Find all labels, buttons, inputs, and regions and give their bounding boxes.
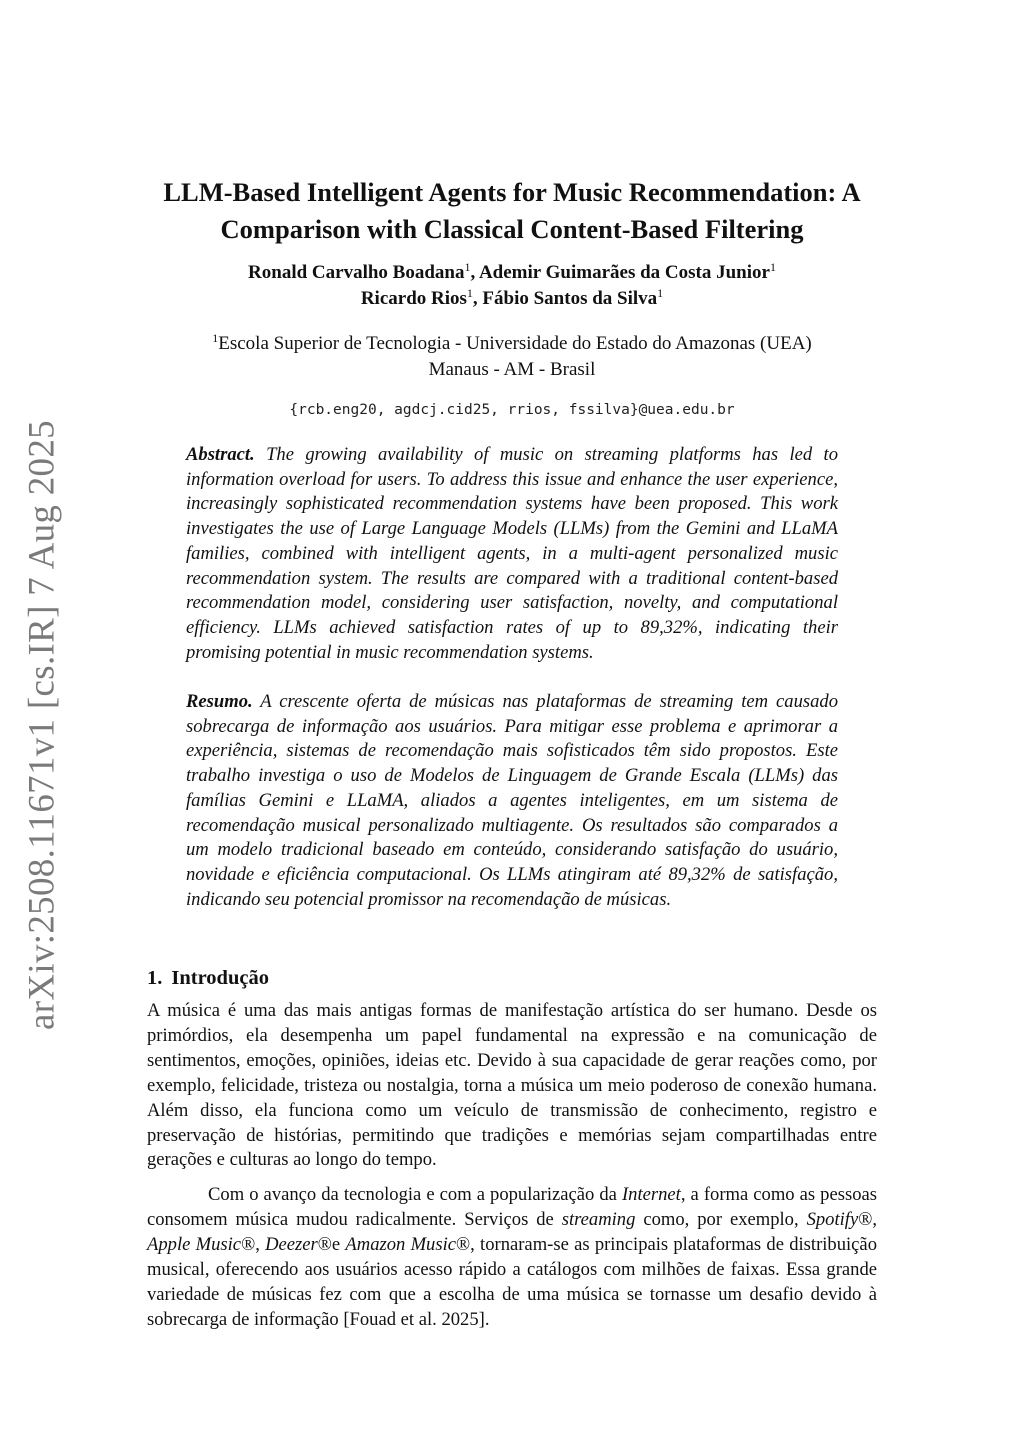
section-number: 1. — [147, 967, 163, 989]
emphasis-internet: Internet — [621, 1184, 681, 1205]
text-run: ®, — [241, 1233, 266, 1255]
arxiv-identifier: arXiv:2508.11671v1 [cs.IR] 7 Aug 2025 — [21, 420, 63, 1030]
emphasis-streaming: streaming — [561, 1208, 636, 1230]
introduction-paragraph-2 — [147, 1183, 877, 1332]
text-run: ®, tornaram-se as principais plataformas de distribuição musical, oferecendo aos usuários acesso rápido a catálogos com milhões de faixas. Essa grande variedade de músicas fez com que a escolha de uma música se tornasse um desafio devido à sobrecarga de informação [Fouad et al. 2025]. — [147, 1233, 877, 1330]
author-name: Fábio Santos da Silva — [482, 288, 658, 309]
emphasis-apple-music: Apple Music — [147, 1233, 242, 1255]
text-run: , a forma como as pessoas consomem música mudou radicalmente. Serviços de — [147, 1184, 877, 1230]
text-run: ®, — [858, 1208, 877, 1230]
affiliation-mark: 1 — [769, 260, 776, 274]
affiliation-institution — [100, 331, 924, 357]
affiliation-mark: 1 — [657, 286, 664, 300]
author-name: Ademir Guimarães da Costa Junior — [478, 262, 770, 283]
section-title: Introdução — [171, 967, 269, 989]
author-list — [100, 260, 924, 312]
author-line-1: Ronald Carvalho Boadana$^1$, Ademir Guimarães da Costa Junior$^1$ — [248, 260, 776, 283]
affiliation-block — [100, 331, 924, 383]
emphasis-amazon-music: Amazon Music — [345, 1233, 457, 1255]
introduction-paragraph-1: A música é uma das mais antigas formas de manifestação artística do ser humano. Desde os primórdios, ela desempenha um papel fundamental na expressão e na comunicação de sentimentos, emoções, opiniões, ideias etc. Devido à sua capacidade de gerar reações como, por exemplo, felicidade, tristeza ou nostalgia, torna a música um meio poderoso de conexão humana. Além disso, ela funciona como um veículo de transmissão de conhecimento, registro e preservação de histórias, permitindo que tradições e memórias sejam compartilhadas entre gerações e culturas ao longo do tempo. — [147, 1000, 877, 1171]
abstract-label: Abstract. — [186, 444, 255, 465]
section-heading-introduction — [147, 964, 269, 992]
affiliation-mark: 1 — [466, 286, 473, 300]
affiliation-location: Manaus - AM - Brasil — [428, 359, 596, 380]
institution-name: Escola Superior de Tecnologia - Universidade do Estado do Amazonas (UEA) — [218, 333, 812, 354]
author-emails: {rcb.eng20, agdcj.cid25, rrios, fssilva}@uea.edu.br — [289, 402, 735, 418]
resumo-label: Resumo. — [186, 691, 253, 712]
author-line-2: Ricardo Rios$^1$, Fábio Santos da Silva$^1$ — [360, 286, 664, 309]
author-name: Ricardo Rios — [360, 288, 467, 309]
affiliation-mark: 1 — [464, 260, 471, 274]
abstract-text: The growing availability of music on streaming platforms has led to information overload for users. To address this issue and enhance the user experience, increasingly sophisticated recommendation systems have been proposed. This work investigates the use of Large Language Models (LLMs) from the Gemini and LLaMA families, combined with intelligent agents, in a multi-agent personalized music recommendation system. The results are compared with a traditional content-based recommendation model, considering user satisfaction, novelty, and computational efficiency. LLMs achieved satisfaction rates of up to 89,32%, indicating their promising potential in music recommendation systems. — [186, 444, 838, 663]
text-run: Com o avanço da tecnologia e com a popularização da — [208, 1184, 622, 1205]
emphasis-deezer: Deezer — [265, 1233, 318, 1255]
text-run: como, por exemplo, — [635, 1208, 807, 1230]
emphasis-spotify: Spotify — [806, 1208, 859, 1230]
resumo-text: A crescente oferta de músicas nas plataformas de streaming tem causado sobrecarga de informação aos usuários. Para mitigar esse problema e aprimorar a experiência, sistemas de recomendação mais sofisticados têm sido propostos. Este trabalho investiga o uso de Modelos de Linguagem de Grande Escala (LLMs) das famílias Gemini e LLaMA, aliados a agentes inteligentes, em um sistema de recomendação musical personalizado multiagente. Os resultados são comparados a um modelo tradicional baseado em conteúdo, considerando satisfação do usuário, novidade e eficiência computacional. Os LLMs atingiram até 89,32% de satisfação, indicando seu potencial promissor na recomendação de músicas. — [186, 691, 838, 910]
abstract-portuguese — [186, 690, 838, 912]
affiliation-mark: 1 — [212, 331, 219, 345]
paper-title: LLM-Based Intelligent Agents for Music Recommendation: A Comparison with Classical Content-Based Filtering — [163, 177, 861, 244]
abstract-english — [186, 443, 838, 665]
text-run: ®e — [317, 1233, 346, 1255]
author-name: Ronald Carvalho Boadana — [248, 262, 465, 283]
